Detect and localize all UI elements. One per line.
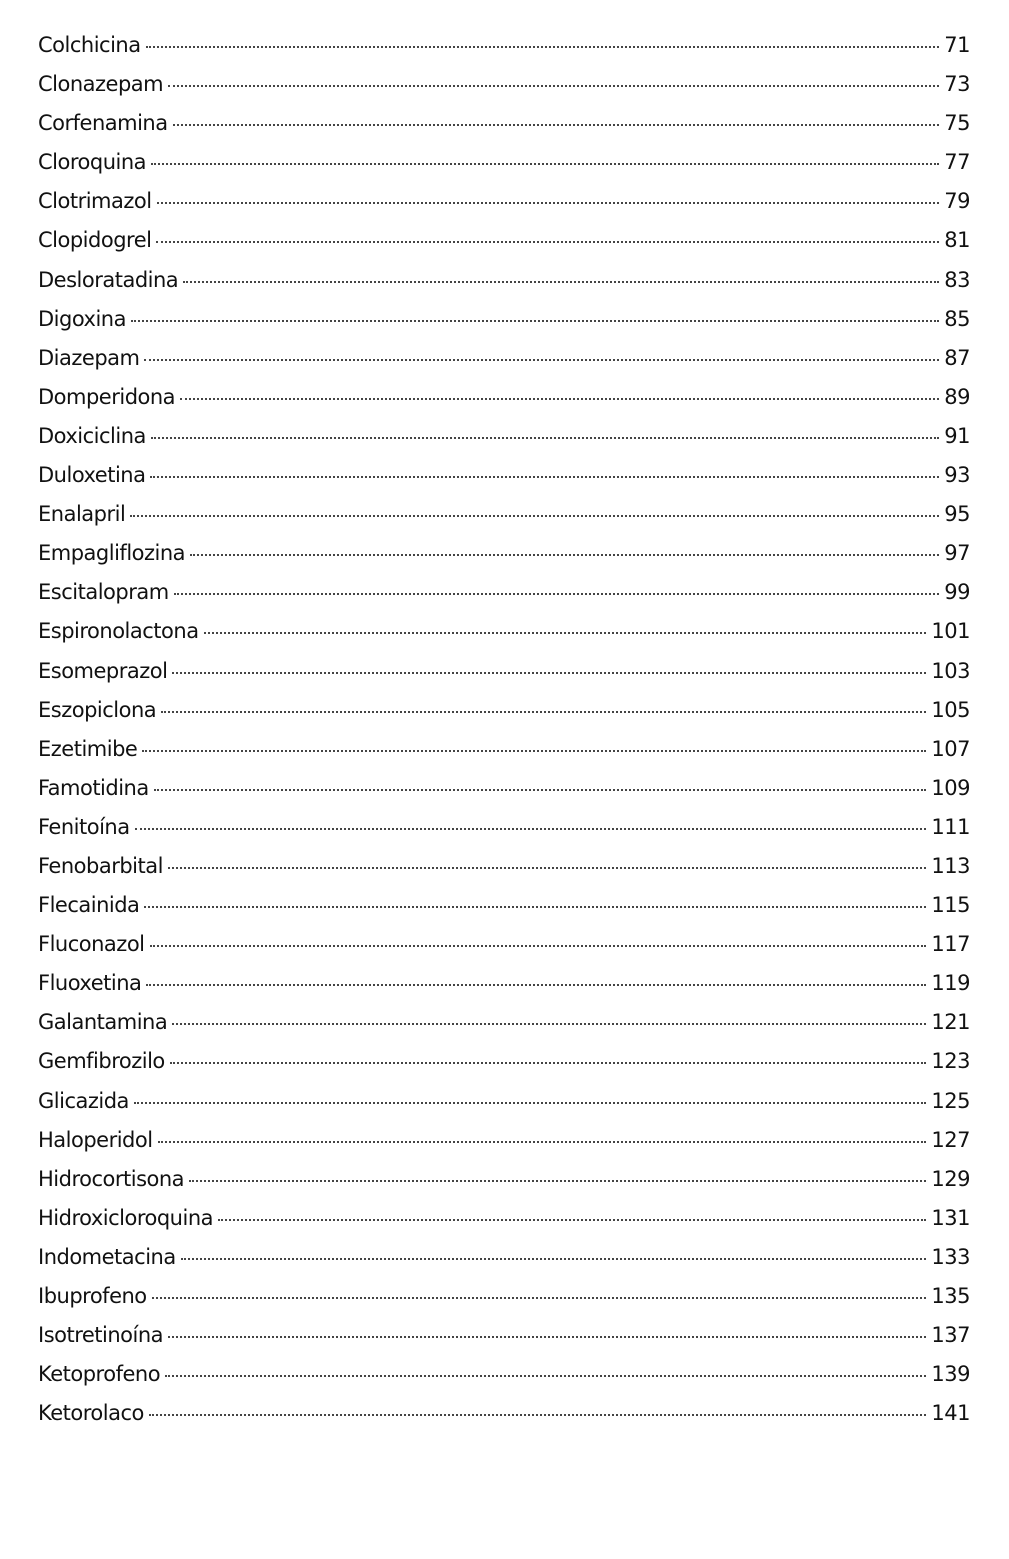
toc-entry[interactable] (38, 261, 970, 300)
dot-leader (149, 1413, 927, 1416)
toc-entry[interactable] (38, 300, 970, 339)
toc-entry-title: Isotretinoína (38, 1323, 164, 1348)
toc-entry-page-number: 133 (931, 1244, 970, 1269)
toc-entry[interactable] (38, 925, 970, 964)
dot-leader (130, 514, 939, 517)
toc-entry[interactable] (38, 143, 970, 182)
toc-entry-page-number: 117 (931, 932, 970, 957)
dot-leader (165, 1374, 926, 1377)
toc-entry[interactable] (38, 1003, 970, 1042)
toc-entry[interactable] (38, 652, 970, 691)
toc-entry-page-number: 105 (931, 697, 970, 722)
toc-entry-title: Indometacina (38, 1244, 176, 1269)
toc-entry[interactable] (38, 691, 970, 730)
dot-leader (151, 436, 939, 439)
table-of-contents (38, 26, 970, 1433)
dot-leader (157, 201, 940, 204)
toc-entry-page-number: 97 (944, 541, 970, 566)
toc-entry-page-number: 87 (944, 345, 970, 370)
toc-entry-page-number: 113 (931, 853, 970, 878)
toc-entry-title: Colchicina (38, 33, 141, 57)
dot-leader (146, 45, 940, 48)
toc-entry-page-number: 127 (931, 1127, 970, 1152)
dot-leader (172, 671, 926, 674)
dot-leader (144, 358, 939, 361)
toc-entry-title: Hidroxicloroquina (38, 1205, 213, 1230)
toc-entry[interactable] (38, 534, 970, 573)
dot-leader (134, 1101, 926, 1104)
toc-entry[interactable] (38, 104, 970, 143)
toc-entry-page-number: 83 (944, 267, 970, 292)
dot-leader (151, 162, 939, 165)
toc-entry-page-number: 99 (944, 580, 970, 605)
toc-entry-title: Enalapril (38, 502, 126, 527)
toc-entry-title: Doxiciclina (38, 423, 146, 448)
toc-entry-title: Ketorolaco (38, 1401, 144, 1426)
toc-entry-title: Famotidina (38, 775, 149, 800)
toc-entry[interactable] (38, 182, 970, 221)
toc-entry[interactable] (38, 612, 970, 651)
toc-entry-title: Hidrocortisona (38, 1166, 185, 1191)
dot-leader (170, 1061, 927, 1064)
toc-entry[interactable] (38, 65, 970, 104)
dot-leader (150, 475, 939, 478)
toc-entry-page-number: 125 (931, 1088, 970, 1113)
toc-entry-page-number: 103 (931, 658, 970, 683)
toc-entry-title: Clopidogrel (38, 228, 152, 253)
toc-entry[interactable] (38, 964, 970, 1003)
toc-entry-page-number: 139 (931, 1362, 970, 1387)
toc-entry[interactable] (38, 769, 970, 808)
toc-entry-page-number: 71 (944, 33, 970, 57)
toc-entry-title: Fenobarbital (38, 853, 163, 878)
toc-entry[interactable] (38, 730, 970, 769)
toc-entry[interactable] (38, 221, 970, 260)
toc-entry-title: Corfenamina (38, 111, 168, 136)
toc-entry-title: Fluoxetina (38, 971, 142, 996)
dot-leader (168, 866, 926, 869)
toc-entry-title: Clonazepam (38, 72, 164, 97)
toc-entry-page-number: 111 (931, 814, 970, 839)
toc-entry[interactable] (38, 1277, 970, 1316)
toc-entry[interactable] (38, 26, 970, 65)
toc-entry-title: Haloperidol (38, 1127, 153, 1152)
toc-entry-title: Gemfibrozilo (38, 1049, 165, 1074)
toc-entry[interactable] (38, 495, 970, 534)
toc-entry[interactable] (38, 886, 970, 925)
toc-entry[interactable] (38, 417, 970, 456)
dot-leader (161, 710, 926, 713)
dot-leader (168, 84, 939, 87)
toc-entry[interactable] (38, 378, 970, 417)
toc-entry[interactable] (38, 808, 970, 847)
toc-entry-page-number: 123 (931, 1049, 970, 1074)
toc-entry-title: Ketoprofeno (38, 1362, 161, 1387)
toc-entry-page-number: 95 (944, 502, 970, 527)
dot-leader (131, 319, 939, 322)
toc-entry[interactable] (38, 1238, 970, 1277)
dot-leader (183, 280, 939, 283)
dot-leader (142, 749, 926, 752)
toc-entry[interactable] (38, 1160, 970, 1199)
toc-entry-title: Clotrimazol (38, 189, 152, 214)
toc-entry-page-number: 107 (931, 736, 970, 761)
toc-entry-title: Cloroquina (38, 150, 147, 175)
toc-entry-page-number: 73 (944, 72, 970, 97)
dot-leader (150, 944, 927, 947)
toc-entry-page-number: 119 (931, 971, 970, 996)
toc-entry-title: Domperidona (38, 384, 176, 409)
dot-leader (168, 1335, 926, 1338)
dot-leader (190, 553, 939, 556)
toc-entry-page-number: 75 (944, 111, 970, 136)
toc-entry-page-number: 131 (931, 1205, 970, 1230)
dot-leader (135, 827, 927, 830)
toc-entry-title: Eszopiclona (38, 697, 157, 722)
toc-entry-page-number: 93 (944, 463, 970, 488)
toc-entry[interactable] (38, 1394, 970, 1433)
toc-entry-title: Digoxina (38, 306, 126, 331)
toc-entry-page-number: 79 (944, 189, 970, 214)
toc-entry-page-number: 77 (944, 150, 970, 175)
toc-entry-title: Ezetimibe (38, 736, 138, 761)
dot-leader (180, 397, 939, 400)
toc-entry-page-number: 129 (931, 1166, 970, 1191)
toc-entry[interactable] (38, 573, 970, 612)
dot-leader (173, 123, 940, 126)
toc-entry[interactable] (38, 847, 970, 886)
toc-entry-page-number: 137 (931, 1323, 970, 1348)
dot-leader (144, 905, 926, 908)
toc-entry-title: Empagliflozina (38, 541, 186, 566)
toc-entry-page-number: 81 (944, 228, 970, 253)
toc-entry-page-number: 101 (931, 619, 970, 644)
toc-entry-title: Duloxetina (38, 463, 146, 488)
toc-entry[interactable] (38, 1042, 970, 1081)
toc-entry-title: Desloratadina (38, 267, 179, 292)
dot-leader (172, 1022, 926, 1025)
toc-entry-title: Ibuprofeno (38, 1284, 147, 1308)
toc-entry-title: Espironolactona (38, 619, 199, 644)
toc-entry-title: Glicazida (38, 1088, 129, 1113)
toc-entry-page-number: 115 (931, 893, 970, 918)
toc-entry-title: Flecainida (38, 893, 140, 918)
dot-leader (189, 1179, 926, 1182)
toc-entry[interactable] (38, 1355, 970, 1394)
toc-entry-page-number: 91 (944, 423, 970, 448)
toc-entry-title: Diazepam (38, 345, 140, 370)
toc-entry-page-number: 141 (931, 1401, 970, 1426)
toc-entry[interactable] (38, 1082, 970, 1121)
toc-entry-page-number: 85 (944, 306, 970, 331)
toc-entry-page-number: 89 (944, 384, 970, 409)
dot-leader (146, 983, 926, 986)
toc-entry-title: Esomeprazol (38, 658, 168, 683)
toc-entry-title: Fenitoína (38, 814, 130, 839)
dot-leader (158, 1140, 927, 1143)
dot-leader (204, 631, 927, 634)
dot-leader (218, 1218, 926, 1221)
toc-entry[interactable] (38, 456, 970, 495)
toc-entry[interactable] (38, 1316, 970, 1355)
toc-entry-page-number: 135 (931, 1284, 970, 1308)
toc-entry[interactable] (38, 339, 970, 378)
dot-leader (156, 240, 939, 243)
toc-entry-page-number: 109 (931, 775, 970, 800)
dot-leader (152, 1296, 927, 1299)
dot-leader (154, 788, 927, 791)
dot-leader (181, 1257, 927, 1260)
toc-entry-title: Escitalopram (38, 580, 169, 605)
dot-leader (174, 592, 940, 595)
toc-entry-page-number: 121 (931, 1010, 970, 1035)
toc-entry-title: Galantamina (38, 1010, 168, 1035)
toc-entry-title: Fluconazol (38, 932, 145, 957)
toc-entry[interactable] (38, 1121, 970, 1160)
toc-entry[interactable] (38, 1199, 970, 1238)
